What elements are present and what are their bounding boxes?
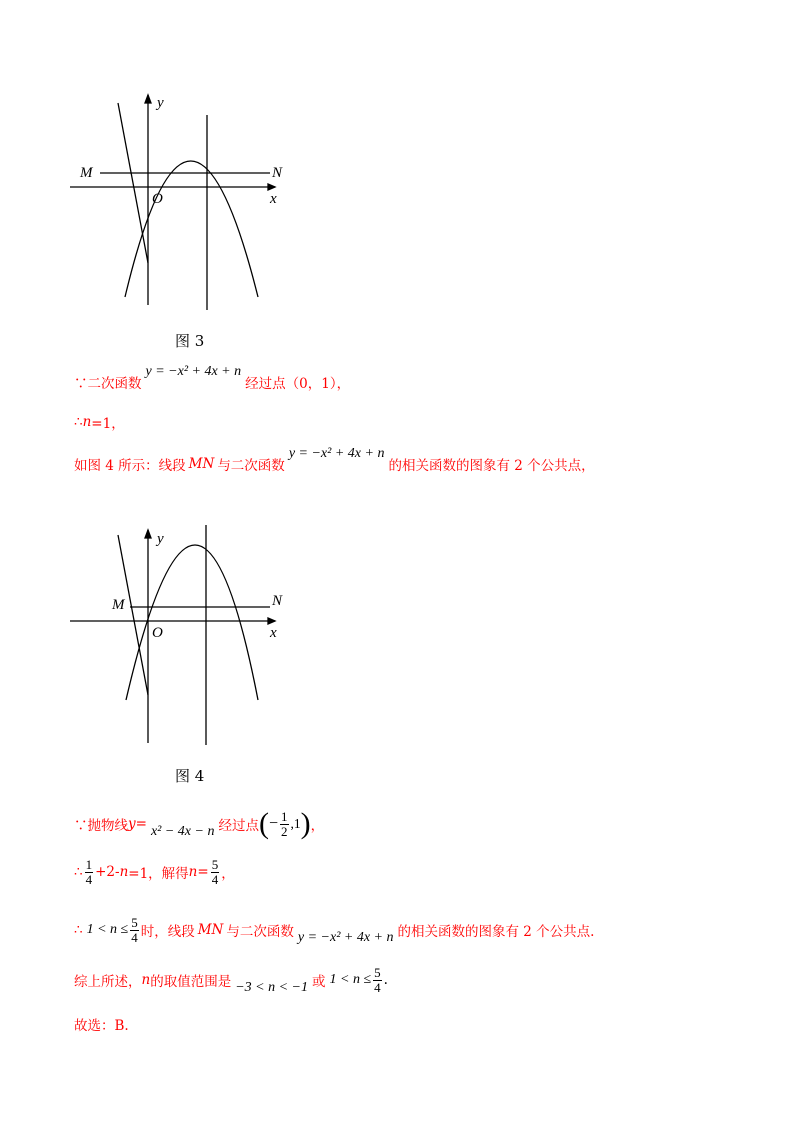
l3-math: y = −x² + 4x + n: [288, 446, 385, 461]
label-y: y: [157, 95, 164, 111]
figure-3-graph: [60, 85, 300, 315]
l4-math: x² − 4x − n: [150, 824, 215, 839]
l7-math: −3 < n < −1: [235, 980, 308, 995]
line-6: [74, 910, 594, 950]
l5-frac2-num: 5: [211, 856, 219, 872]
l5-mid2: =1，解得: [128, 866, 189, 882]
x-axis-arrow: [268, 618, 275, 624]
line-7: [74, 958, 388, 1002]
l4-paren-close: ): [300, 807, 311, 840]
l5-var2: n: [188, 864, 198, 880]
l3-mid: 与二次函数: [217, 458, 285, 474]
l4-sign: −: [268, 815, 279, 832]
l4-mid: 经过点: [218, 818, 259, 834]
label-m: M: [112, 597, 125, 613]
l1-pre: ∵二次函数: [74, 376, 142, 392]
l3-post: 的相关函数的图象有 2 个公共点，: [388, 458, 595, 474]
l5-frac: [85, 858, 94, 887]
line-1: [74, 364, 351, 396]
l4-paren-open: (: [258, 807, 269, 840]
l7-frac: [373, 966, 382, 995]
y-axis-arrow: [145, 530, 151, 538]
l4-var: y: [128, 816, 136, 832]
l6-mn: MN: [197, 922, 224, 938]
label-n: N: [272, 593, 283, 609]
l3-mn: MN: [188, 456, 215, 472]
l6-mid: 时，线段: [140, 924, 195, 940]
figure-3: [60, 85, 300, 315]
l5-frac-num: 1: [85, 856, 93, 872]
l4-frac-den: 2: [281, 823, 288, 839]
l5-pre: ∴: [74, 864, 83, 880]
figure-4-graph: [60, 515, 300, 750]
l7-mid: 的取值范围是: [150, 974, 232, 990]
l5-mid: +2-: [95, 864, 120, 880]
l4-tail: ,1: [290, 816, 301, 831]
l6-pre: ∴: [74, 922, 83, 938]
label-m: M: [80, 165, 93, 181]
label-o: O: [152, 625, 163, 641]
l6-frac-num: 5: [131, 914, 138, 930]
line-4: [74, 802, 324, 846]
l4-eq: =: [135, 816, 147, 832]
l6-math: 1 < n ≤: [86, 922, 129, 937]
l1-math: y = −x² + 4x + n: [145, 364, 242, 379]
figure-4-caption: 图 4: [175, 767, 205, 785]
label-x: x: [270, 625, 277, 641]
l4-frac: [280, 810, 289, 839]
l4-frac-num: 1: [281, 808, 288, 824]
l7-post: .: [383, 972, 388, 988]
line-8: [74, 1012, 129, 1036]
l5-var: n: [119, 864, 129, 880]
line-2: [74, 410, 125, 434]
l5-frac2: [211, 858, 220, 887]
l7-frac-den: 4: [374, 979, 381, 995]
l6-frac-den: 4: [131, 929, 138, 945]
l7-frac-num: 5: [374, 964, 381, 980]
l8-text: 故选：B.: [74, 1018, 129, 1034]
x-axis-arrow: [268, 184, 275, 190]
l7-var: n: [141, 972, 151, 988]
l5-eq: =: [197, 864, 209, 880]
l7-math2: 1 < n ≤: [329, 972, 372, 987]
figure-3-caption: 图 3: [175, 332, 205, 350]
l2-pre: ∴: [74, 414, 83, 430]
l4-post: ，: [310, 818, 325, 834]
l2-var: n: [82, 414, 92, 430]
l6-mid2: 与二次函数: [226, 924, 294, 940]
l7-or: 或: [312, 974, 326, 990]
reflected-line: [118, 103, 148, 263]
l7-pre: 综上所述，: [74, 974, 142, 990]
l1-post: 经过点（0，1），: [245, 376, 351, 392]
l4-pre: ∵抛物线: [74, 818, 128, 834]
l5-post: ，: [221, 866, 235, 882]
l6-post: 的相关函数的图象有 2 个公共点.: [397, 924, 595, 940]
line-3: [74, 446, 595, 478]
parabola: [125, 161, 258, 297]
label-y: y: [157, 531, 164, 547]
line-5: [74, 852, 235, 892]
figure-4: [60, 515, 300, 750]
l5-frac2-den: 4: [211, 871, 219, 887]
parabola: [126, 545, 258, 700]
y-axis-arrow: [145, 95, 151, 103]
label-o: O: [152, 191, 163, 207]
l2-post: =1，: [91, 416, 125, 432]
l6-frac: [130, 916, 139, 945]
label-x: x: [270, 191, 277, 207]
l5-frac-den: 4: [85, 871, 93, 887]
l3-pre: 如图 4 所示：线段: [74, 458, 186, 474]
l6-math2: y = −x² + 4x + n: [297, 930, 394, 945]
label-n: N: [272, 165, 283, 181]
